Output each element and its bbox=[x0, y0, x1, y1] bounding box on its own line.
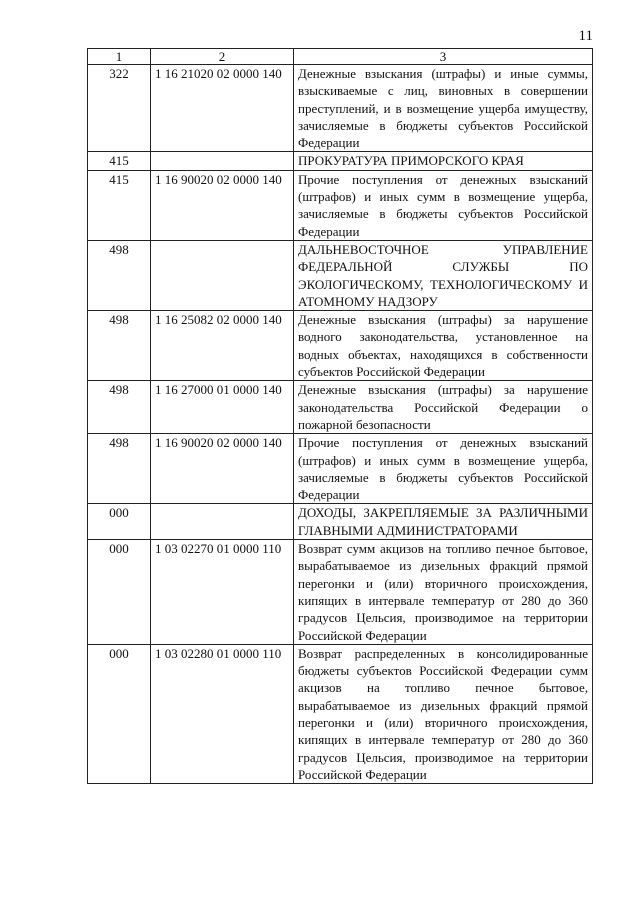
table-row bbox=[88, 381, 593, 434]
admin-code-cell: 000 bbox=[88, 504, 151, 540]
admin-code-cell: 498 bbox=[88, 240, 151, 310]
administrator-name-cell: ДАЛЬНЕВОСТОЧНОЕ УПРАВЛЕНИЕ ФЕДЕРАЛЬНОЙ СЛУЖБЫ ПО ЭКОЛОГИЧЕСКОМУ, ТЕХНОЛОГИЧЕСКОМУ И АТОМНОМУ НАДЗОРУ bbox=[294, 240, 593, 310]
revenue-name-cell: Денежные взыскания (штрафы) и иные суммы, взыскиваемые с лиц, виновных в совершении преступлений, и в возмещение ущерба имуществу, зачисляемые в бюджеты субъектов Российской Федерации bbox=[294, 65, 593, 152]
budget-code-cell bbox=[151, 152, 294, 170]
admin-code-cell: 415 bbox=[88, 170, 151, 240]
table-row bbox=[88, 504, 593, 540]
column-header-code: 2 bbox=[151, 49, 294, 65]
admin-code-cell: 000 bbox=[88, 540, 151, 645]
table-row bbox=[88, 434, 593, 504]
table-header-row bbox=[88, 49, 593, 65]
revenue-name-cell: Денежные взыскания (штрафы) за нарушение законодательства Российской Федерации о пожарной безопасности bbox=[294, 381, 593, 434]
budget-code-cell: 1 03 02280 01 0000 110 bbox=[151, 644, 294, 783]
revenue-name-cell: Возврат распределенных в консолидированные бюджеты субъектов Российской Федерации сумм акцизов на топливо печное бытовое, вырабатываемое из дизельных фракций прямой перегонки и (или) вторичного происхождения, кипящих в интервале температур от 280 до 360 градусов Цельсия, производимое на территории Российской Федерации bbox=[294, 644, 593, 783]
budget-code-cell: 1 03 02270 01 0000 110 bbox=[151, 540, 294, 645]
revenue-name-cell: Прочие поступления от денежных взысканий (штрафов) и иных сумм в возмещение ущерба, зачисляемые в бюджеты субъектов Российской Федерации bbox=[294, 434, 593, 504]
budget-code-cell: 1 16 25082 02 0000 140 bbox=[151, 311, 294, 381]
admin-code-cell: 498 bbox=[88, 311, 151, 381]
revenue-name-cell: Прочие поступления от денежных взысканий (штрафов) и иных сумм в возмещение ущерба, зачисляемые в бюджеты субъектов Российской Федерации bbox=[294, 170, 593, 240]
revenue-admin-table bbox=[87, 48, 593, 784]
budget-code-cell: 1 16 90020 02 0000 140 bbox=[151, 434, 294, 504]
table-row bbox=[88, 65, 593, 152]
admin-code-cell: 415 bbox=[88, 152, 151, 170]
table-row bbox=[88, 311, 593, 381]
page-number: 11 bbox=[578, 28, 593, 44]
admin-code-cell: 498 bbox=[88, 434, 151, 504]
budget-code-cell bbox=[151, 504, 294, 540]
administrator-name-cell: ДОХОДЫ, ЗАКРЕПЛЯЕМЫЕ ЗА РАЗЛИЧНЫМИ ГЛАВНЫМИ АДМИНИСТРАТОРАМИ bbox=[294, 504, 593, 540]
column-header-name: 3 bbox=[294, 49, 593, 65]
admin-code-cell: 322 bbox=[88, 65, 151, 152]
table-row bbox=[88, 644, 593, 783]
admin-code-cell: 498 bbox=[88, 381, 151, 434]
admin-code-cell: 000 bbox=[88, 644, 151, 783]
budget-code-cell: 1 16 90020 02 0000 140 bbox=[151, 170, 294, 240]
budget-code-cell: 1 16 27000 01 0000 140 bbox=[151, 381, 294, 434]
revenue-name-cell: Денежные взыскания (штрафы) за нарушение водного законодательства, установленное на водных объектах, находящихся в собственности субъектов Российской Федерации bbox=[294, 311, 593, 381]
column-header-admin: 1 bbox=[88, 49, 151, 65]
table-row bbox=[88, 170, 593, 240]
administrator-name-cell: ПРОКУРАТУРА ПРИМОРСКОГО КРАЯ bbox=[294, 152, 593, 170]
budget-code-cell: 1 16 21020 02 0000 140 bbox=[151, 65, 294, 152]
budget-code-cell bbox=[151, 240, 294, 310]
table-row bbox=[88, 152, 593, 170]
revenue-name-cell: Возврат сумм акцизов на топливо печное бытовое, вырабатываемое из дизельных фракций прямой перегонки и (или) вторичного происхождения, кипящих в интервале температур от 280 до 360 градусов Цельсия, производимое на территории Российской Федерации bbox=[294, 540, 593, 645]
table-row bbox=[88, 540, 593, 645]
table-row bbox=[88, 240, 593, 310]
